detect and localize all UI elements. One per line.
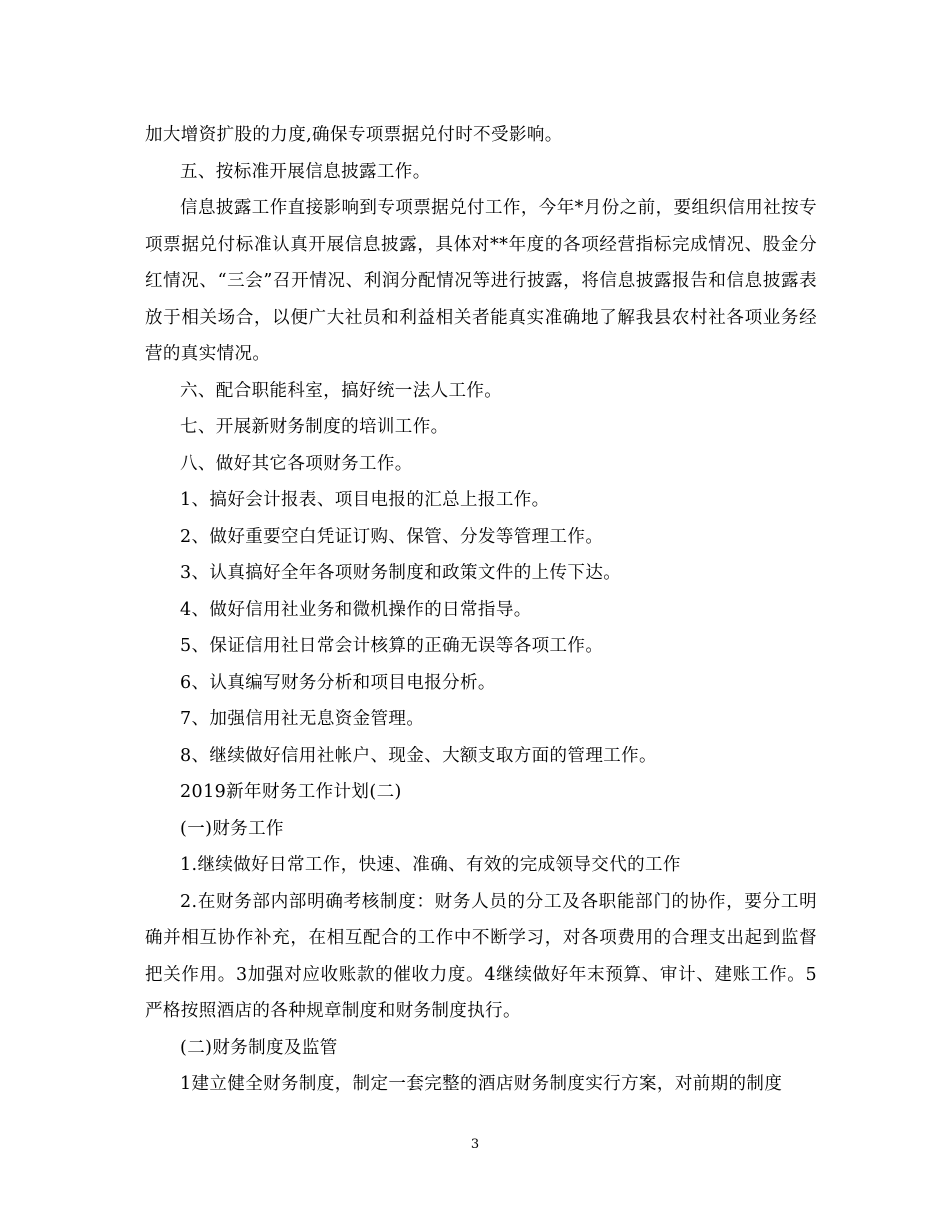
paragraph: 8、继续做好信用社帐户、现金、大额支取方面的管理工作。 [180, 745, 657, 766]
paragraph: 加大增资扩股的力度,确保专项票据兑付时不受影响。 [145, 125, 563, 145]
section-heading: 2019新年财务工作计划(二) [180, 782, 402, 802]
paragraph: (一)财务工作 [180, 818, 284, 839]
paragraph: 4、做好信用社业务和微机操作的日常指导。 [180, 599, 532, 620]
paragraph: 八、做好其它各项财务工作。 [180, 453, 413, 474]
paragraph: 六、配合职能科室，搞好统一法人工作。 [180, 380, 503, 401]
paragraph: 七、开展新财务制度的培训工作。 [180, 417, 449, 437]
paragraph: 2、做好重要空白凭证订购、保管、分发等管理工作。 [180, 526, 604, 547]
page-number: 3 [470, 1137, 480, 1152]
paragraph: 五、按标准开展信息披露工作。 [180, 161, 431, 182]
paragraph: (二)财务制度及监管 [180, 1037, 338, 1058]
paragraph: 6、认真编写财务分析和项目电报分析。 [180, 672, 496, 693]
paragraph: 信息披露工作直接影响到专项票据兑付工作，今年*月份之前，要组织信用社按专项票据兑付标准认真开展信息披露，具体对**年度的各项经营指标完成情况、股金分红情况、“三会”召开情况、利润分配情况等进行披露，将信息披露报告和信息披露表放于相关场合，以便广大社员和利益相关者能真实准确地了解我县农村社各项业务经营的真实情况。 [145, 198, 817, 364]
paragraph: 1建立健全财务制度，制定一套完整的酒店财务制度实行方案，对前期的制度 [180, 1074, 783, 1094]
page-body [145, 117, 817, 1103]
paragraph: 3、认真搞好全年各项财务制度和政策文件的上传下达。 [180, 563, 622, 583]
paragraph: 5、保证信用社日常会计核算的正确无误等各项工作。 [180, 636, 604, 656]
paragraph: 2.在财务部内部明确考核制度：财务人员的分工及各职能部门的协作，要分工明确并相互协作补充，在相互配合的工作中不断学习，对各项费用的合理支出起到监督把关作用。3加强对应收账款的催收力度。4继续做好年末预算、审计、建账工作。5严格按照酒店的各种规章制度和财务制度执行。 [145, 891, 817, 1021]
paragraph: 7、加强信用社无息资金管理。 [180, 709, 425, 729]
paragraph: 1.继续做好日常工作，快速、准确、有效的完成领导交代的工作 [180, 855, 681, 875]
paragraph: 1、搞好会计报表、项目电报的汇总上报工作。 [180, 490, 550, 510]
